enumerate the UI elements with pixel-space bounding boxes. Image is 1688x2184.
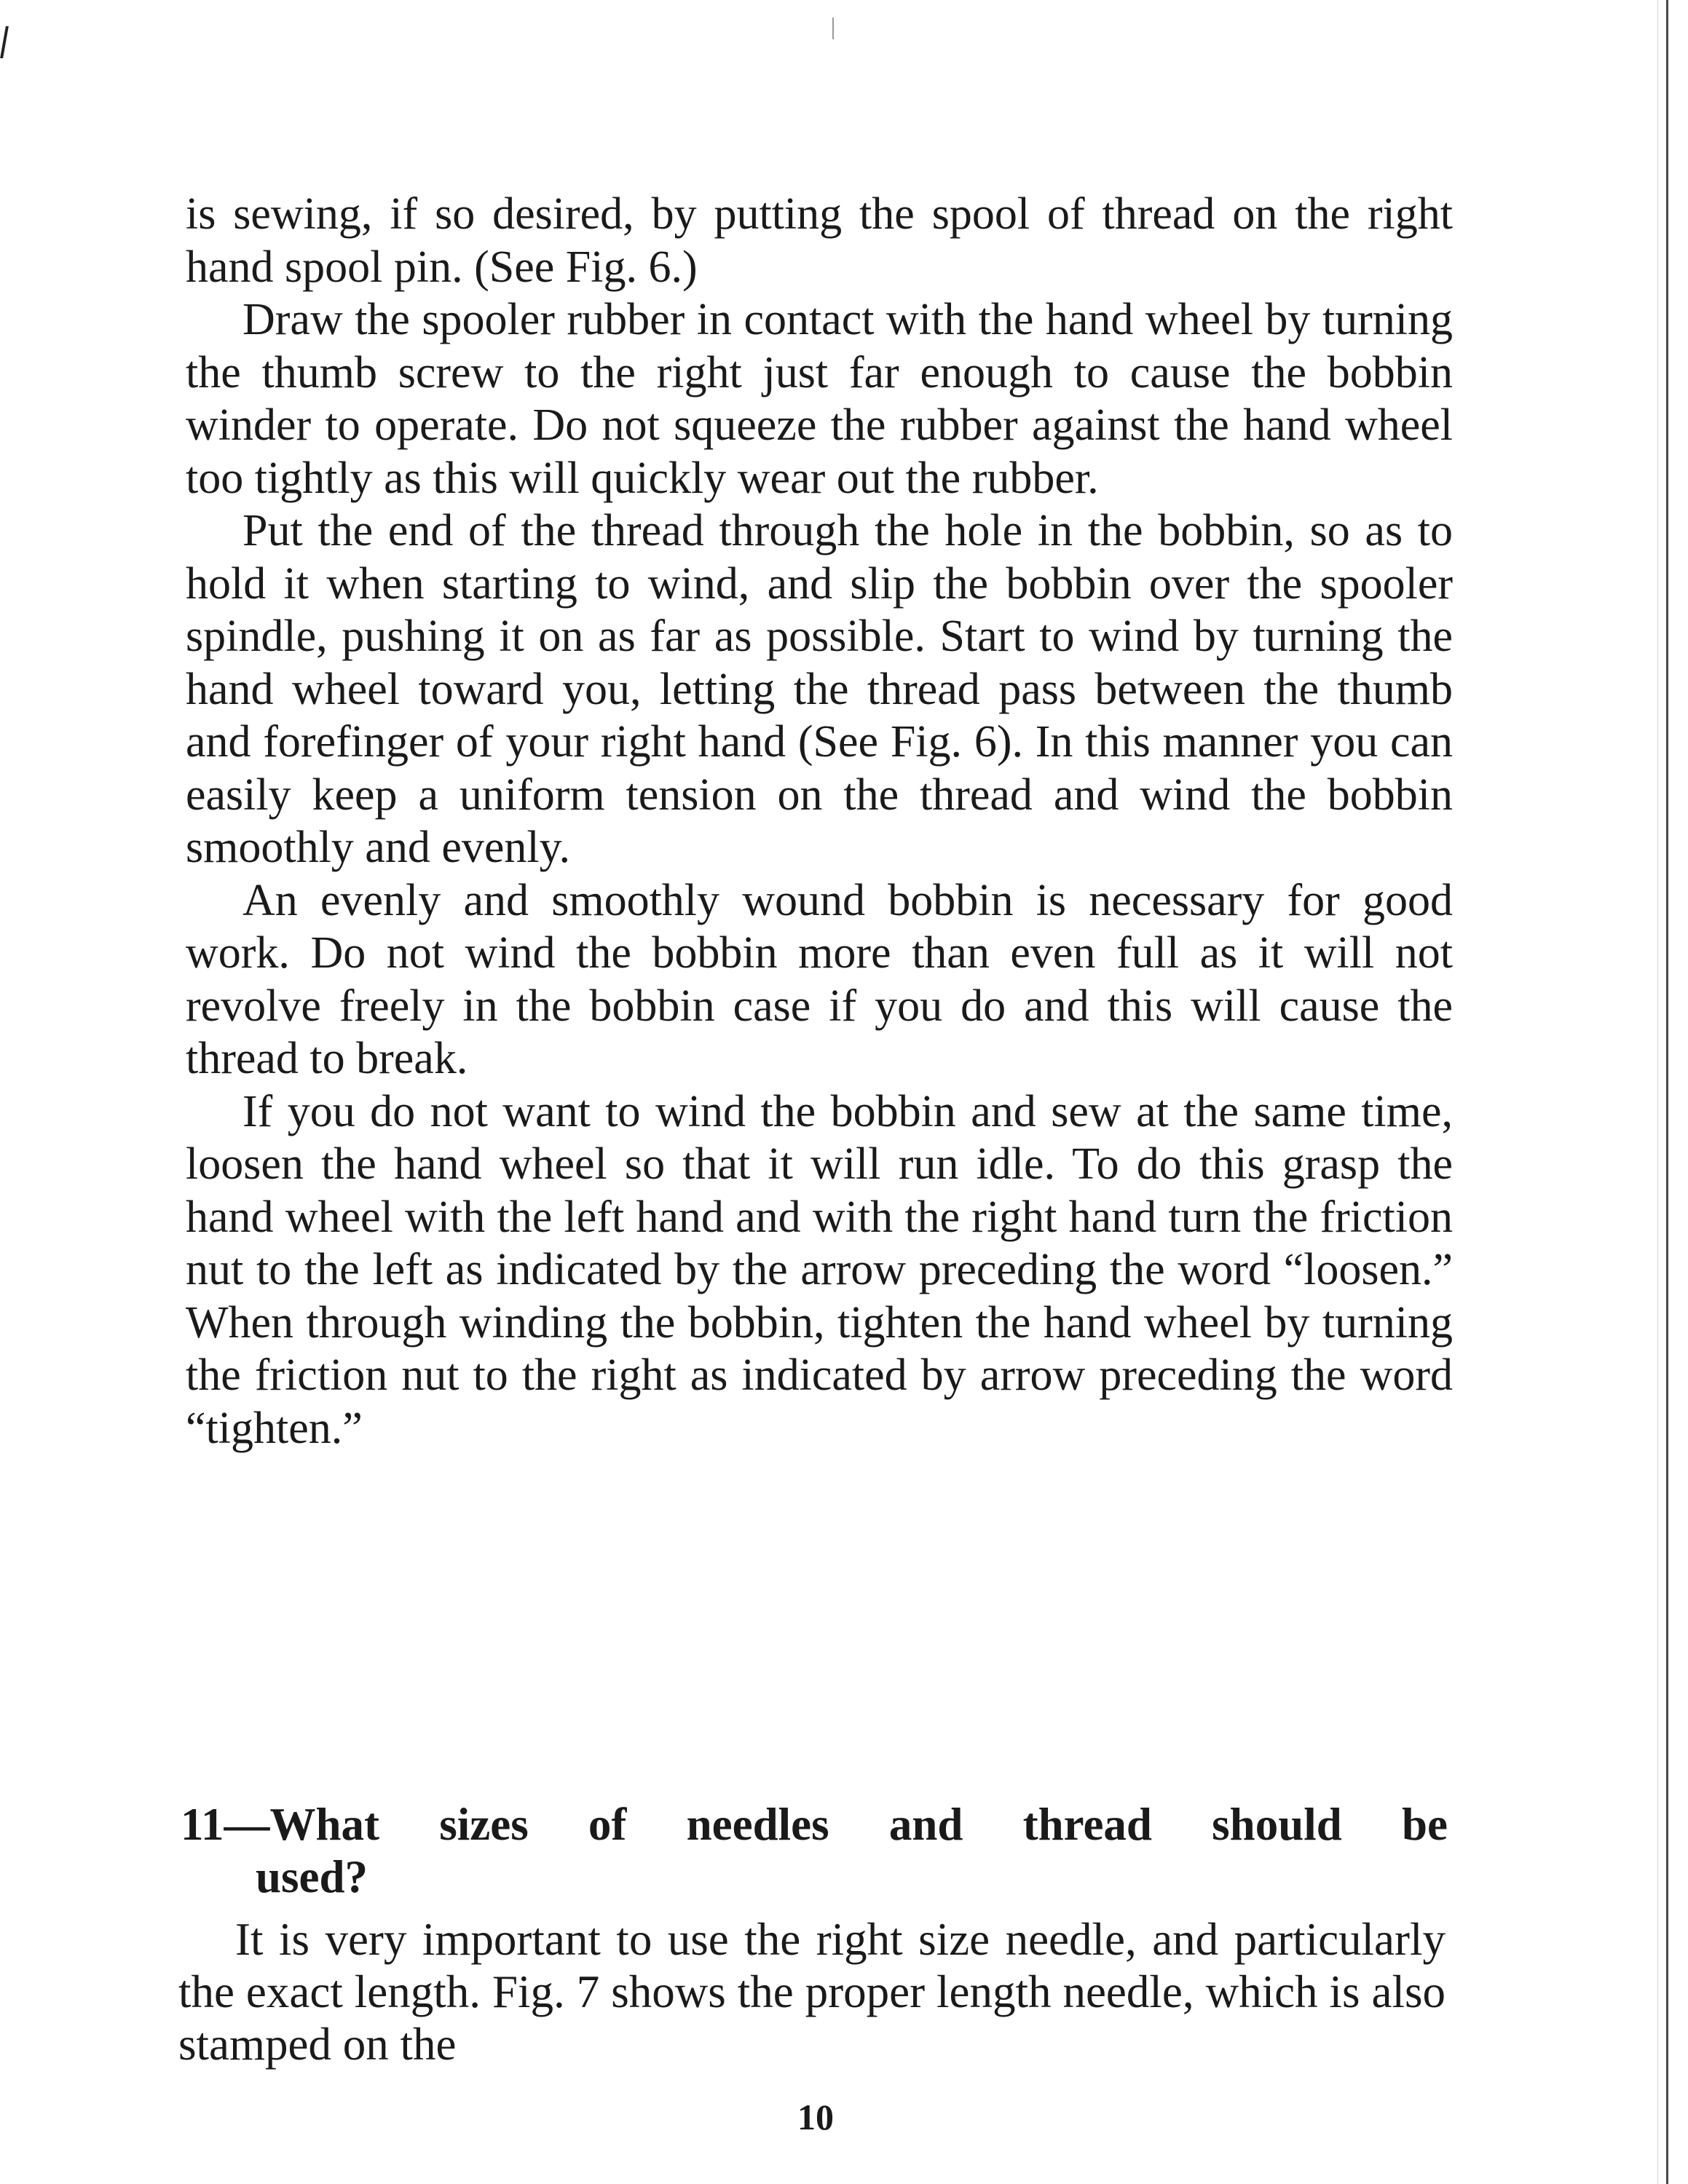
scan-mark-left [0,26,9,58]
scan-mark-top [832,17,834,39]
paragraph-6: It is very important to use the right size needle, and particularly the exact length. Fig. 7 shows the proper length needle, which is also stamped on the [178,1914,1446,2070]
section-heading-line-1: 11—What sizes of needles and thread should be [181,1799,1448,1850]
body-text [186,188,1453,1455]
paragraph-1: is sewing, if so desired, by putting the spool of thread on the right hand spool pin. (See Fig. 6.) [186,189,1453,292]
section-heading [181,1798,1448,1903]
scan-edge [1666,0,1668,2184]
section-body-text [178,1913,1446,2070]
scan-edge-inner [1657,0,1658,2184]
paragraph-4: An evenly and smoothly wound bobbin is necessary for good work. Do not wind the bobbin more than even full as it will not revolve freely in the bobbin case if you do and this will cause the thread to break. [186,875,1453,1083]
page-number: 10 [797,2097,834,2137]
paragraph-5: If you do not want to wind the bobbin and sew at the same time, loosen the hand wheel so that it will run idle. To do this grasp the hand wheel with the left hand and with the right hand turn the friction nut to the left as indicated by the arrow preceding the word “loosen.” When through winding the bobbin, tighten the hand wheel by turning the friction nut to the right as indicated by arrow preceding the word “tighten.” [186,1086,1453,1453]
paragraph-2: Draw the spooler rubber in contact with the hand wheel by turning the thumb screw to the right just far enough to cause the bobbin winder to operate. Do not squeeze the rubber against the hand wheel too tightly as this will quickly wear out the rubber. [186,295,1453,503]
section-heading-line-2: used? [256,1851,368,1902]
paragraph-3: Put the end of the thread through the hole in the bobbin, so as to hold it when starting to wind, and slip the bobbin over the spooler spindle, pushing it on as far as possible. Start to wind by turning the hand wheel toward you, letting the thread pass between the thumb and forefinger of your right hand (See Fig. 6). In this manner you can easily keep a uniform tension on the thread and wind the bobbin smoothly and evenly. [186,506,1453,872]
